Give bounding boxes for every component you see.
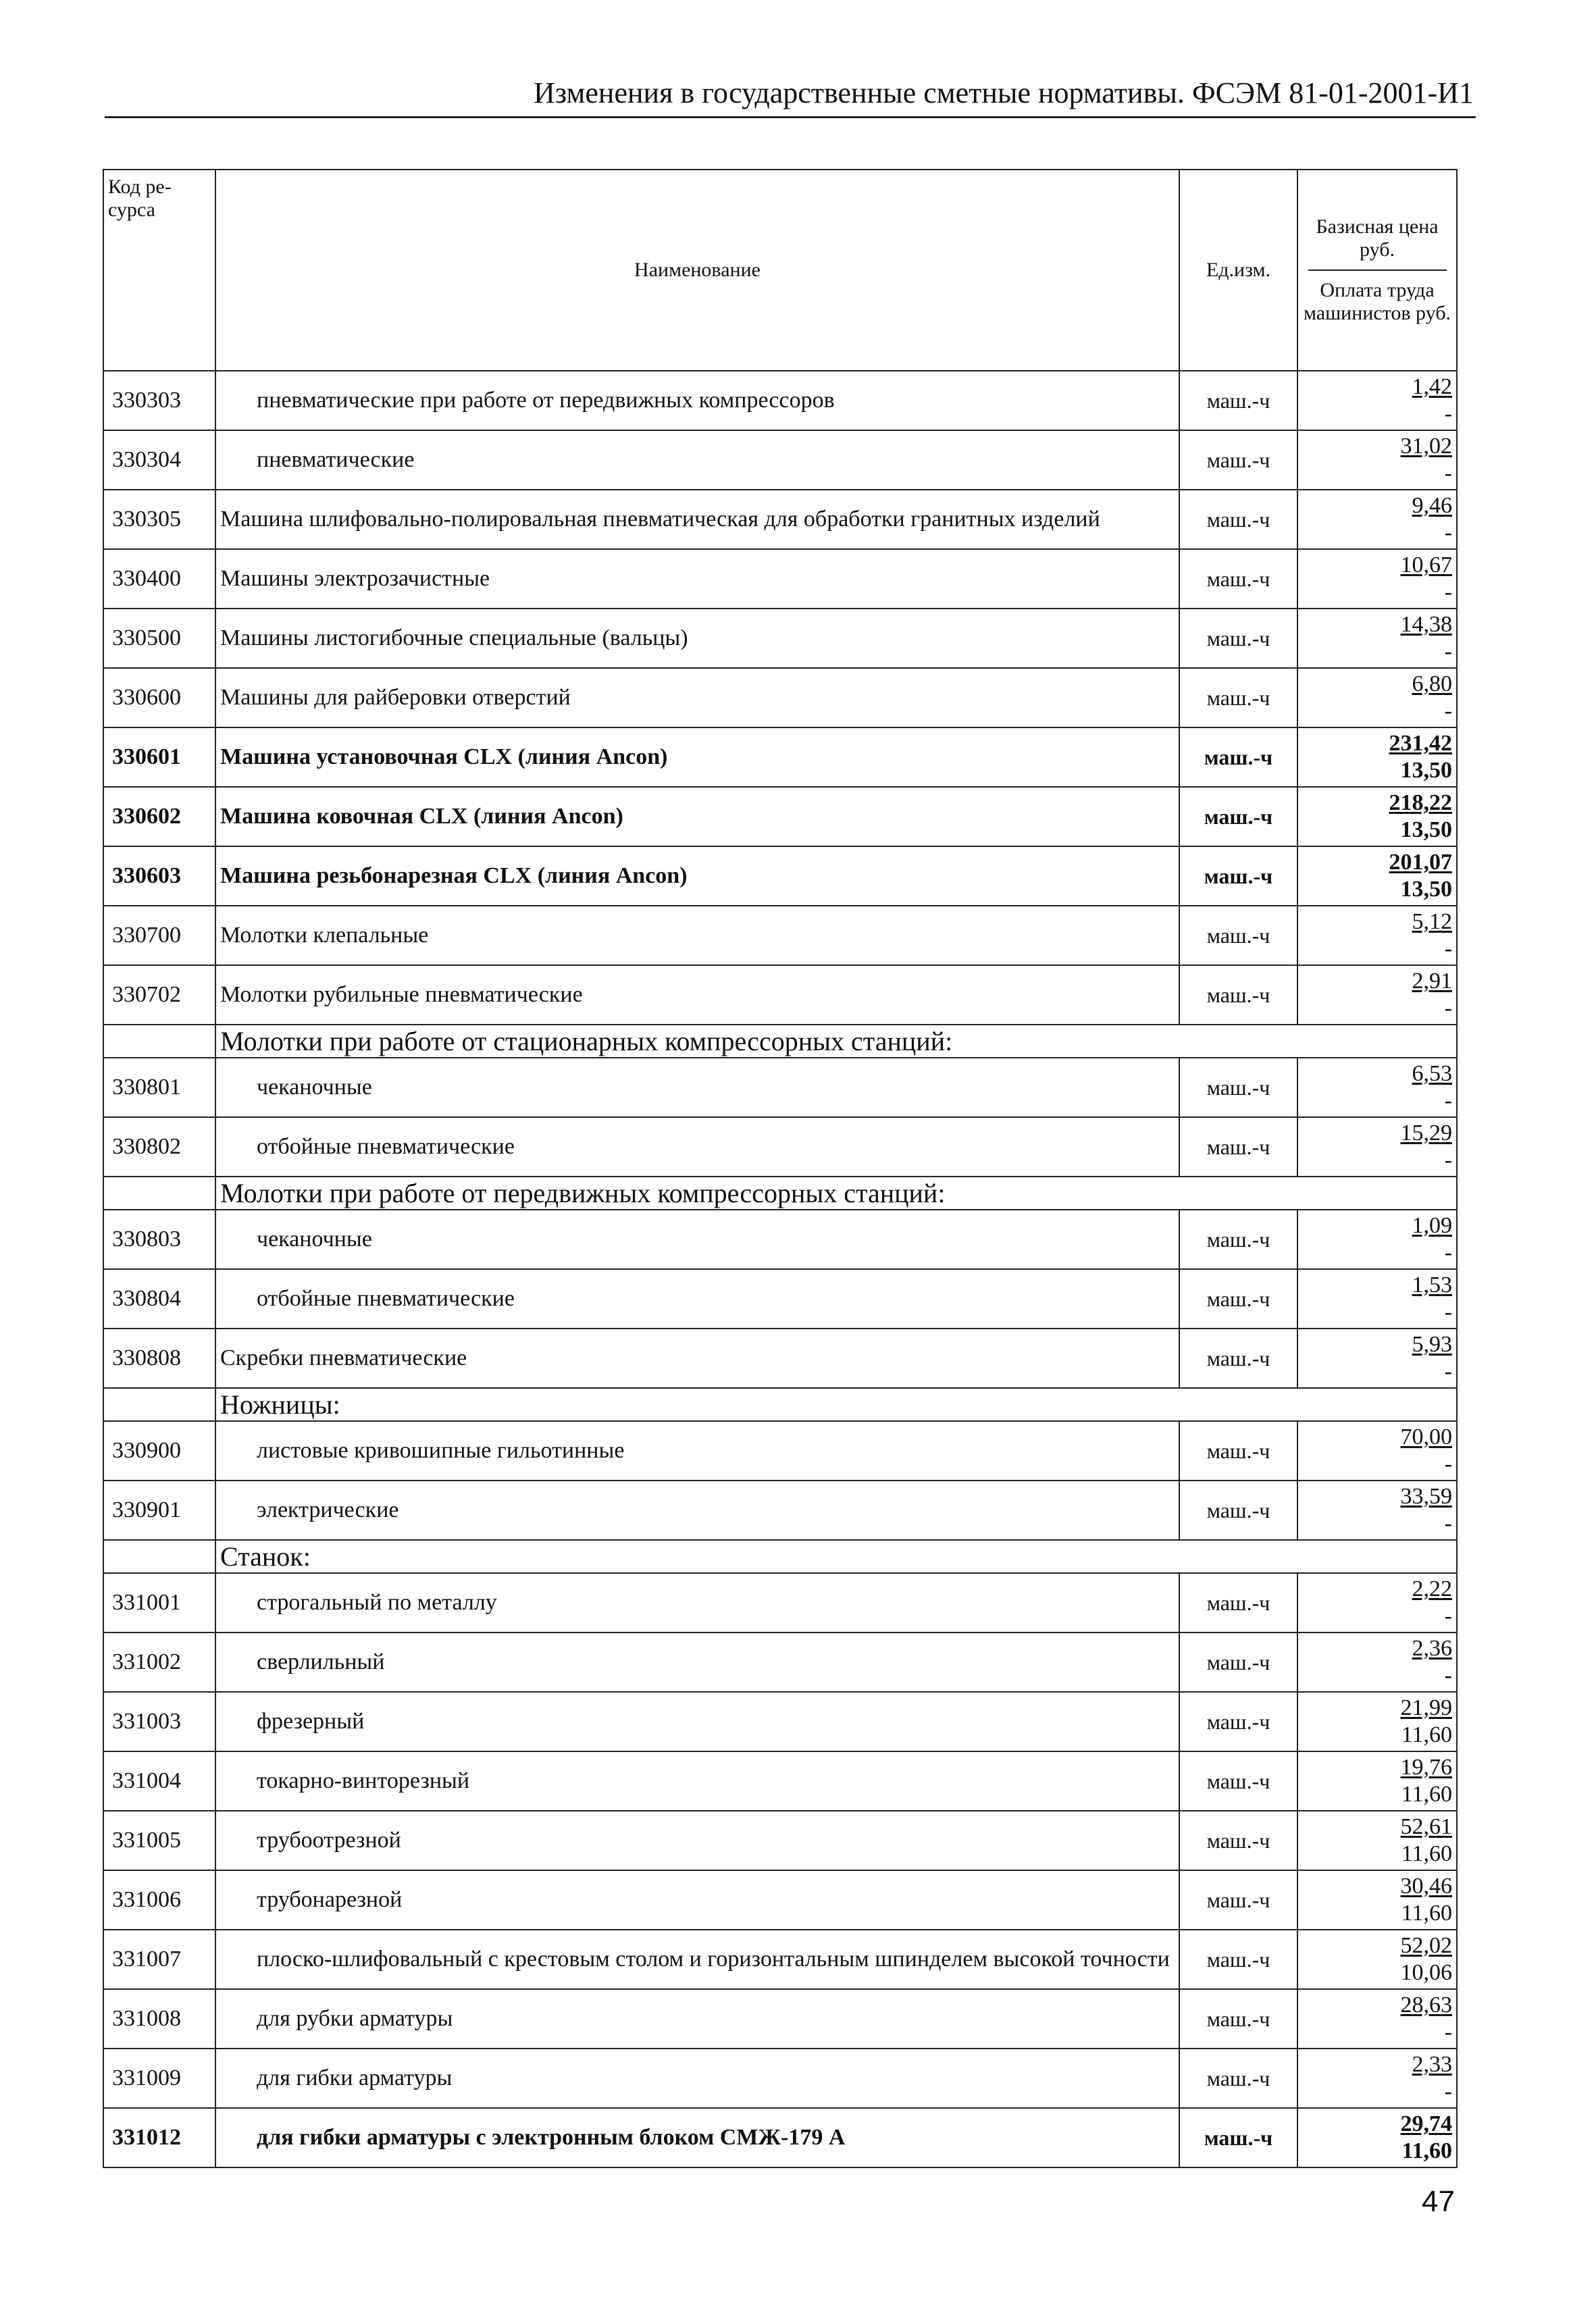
resource-code: 331006 xyxy=(103,1870,215,1930)
operator-wage: - xyxy=(1444,996,1452,1021)
resource-code: 330603 xyxy=(103,846,215,906)
base-price: 52,02 xyxy=(1400,1933,1452,1958)
price-cell xyxy=(1297,668,1457,727)
base-price: 218,22 xyxy=(1389,790,1452,815)
base-price: 28,63 xyxy=(1400,1992,1452,2017)
resource-code: 330702 xyxy=(103,965,215,1025)
section-code-cell xyxy=(103,1540,215,1573)
base-price: 5,93 xyxy=(1412,1332,1452,1357)
price-cell xyxy=(1297,1811,1457,1870)
base-price: 2,91 xyxy=(1412,969,1452,994)
resource-unit: маш.-ч xyxy=(1179,965,1297,1025)
price-cell xyxy=(1297,1210,1457,1269)
resource-code: 330602 xyxy=(103,787,215,846)
resource-code: 330304 xyxy=(103,430,215,490)
base-price: 29,74 xyxy=(1400,2111,1452,2136)
resource-name: трубоотрезной xyxy=(215,1811,1179,1870)
table-row xyxy=(103,549,1457,609)
table-row xyxy=(103,1930,1457,1989)
resource-code: 330700 xyxy=(103,906,215,965)
header-divider xyxy=(105,116,1476,118)
resource-name: пневматические при работе от передвижных компрессоров xyxy=(215,371,1179,430)
price-cell xyxy=(1297,1989,1457,2049)
price-cell xyxy=(1297,2108,1457,2167)
resource-name: чеканочные xyxy=(215,1058,1179,1117)
table-row xyxy=(103,1481,1457,1540)
resource-unit: маш.-ч xyxy=(1179,1751,1297,1811)
table-row xyxy=(103,1421,1457,1481)
table-row xyxy=(103,727,1457,787)
resource-name: плоско-шлифовальный с крестовым столом и горизонтальным шпинделем высокой точности xyxy=(215,1930,1179,1989)
table-row xyxy=(103,1329,1457,1388)
operator-wage: - xyxy=(1444,698,1452,723)
resource-name: чеканочные xyxy=(215,1210,1179,1269)
base-price: 1,42 xyxy=(1412,374,1452,399)
price-cell xyxy=(1297,1421,1457,1481)
resource-name: для гибки арматуры с электронным блоком СМЖ-179 А xyxy=(215,2108,1179,2167)
resource-code: 330801 xyxy=(103,1058,215,1117)
table-row xyxy=(103,1751,1457,1811)
price-cell xyxy=(1297,1632,1457,1692)
base-price: 2,33 xyxy=(1412,2052,1452,2077)
table-row xyxy=(103,2049,1457,2108)
price-cell xyxy=(1297,1870,1457,1930)
resource-unit: маш.-ч xyxy=(1179,609,1297,668)
table-row xyxy=(103,1811,1457,1870)
operator-wage: 13,50 xyxy=(1400,817,1452,842)
table-row xyxy=(103,371,1457,430)
resource-unit: маш.-ч xyxy=(1179,668,1297,727)
base-price: 201,07 xyxy=(1389,850,1452,875)
price-cell xyxy=(1297,846,1457,906)
price-cell xyxy=(1297,2049,1457,2108)
resource-name: токарно-винторезный xyxy=(215,1751,1179,1811)
operator-wage: - xyxy=(1444,1663,1452,1688)
resource-unit: маш.-ч xyxy=(1179,1692,1297,1751)
table-row xyxy=(103,787,1457,846)
resource-name: отбойные пневматические xyxy=(215,1269,1179,1329)
base-price: 6,80 xyxy=(1412,671,1452,696)
table-row xyxy=(103,846,1457,906)
resource-name: электрические xyxy=(215,1481,1179,1540)
table-header-row xyxy=(103,170,1457,371)
operator-wage: 11,60 xyxy=(1401,1782,1452,1807)
price-cell xyxy=(1297,371,1457,430)
operator-wage: - xyxy=(1444,1603,1452,1628)
base-price: 9,46 xyxy=(1412,493,1452,518)
operator-wage: - xyxy=(1444,1240,1452,1265)
resource-code: 331012 xyxy=(103,2108,215,2167)
resource-code: 331001 xyxy=(103,1573,215,1632)
resource-unit: маш.-ч xyxy=(1179,2108,1297,2167)
operator-wage: - xyxy=(1444,1511,1452,1536)
operator-wage: 11,60 xyxy=(1401,2138,1452,2163)
price-cell xyxy=(1297,906,1457,965)
column-header-price xyxy=(1297,170,1457,371)
resource-name: Молотки клепальные xyxy=(215,906,1179,965)
operator-wage: - xyxy=(1444,2020,1452,2045)
operator-wage: 10,06 xyxy=(1400,1960,1452,1985)
price-cell xyxy=(1297,1692,1457,1751)
resource-unit: маш.-ч xyxy=(1179,1573,1297,1632)
section-header-row xyxy=(103,1388,1457,1421)
resource-name: Машины для райберовки отверстий xyxy=(215,668,1179,727)
table-row xyxy=(103,1870,1457,1930)
price-cell xyxy=(1297,1930,1457,1989)
resource-unit: маш.-ч xyxy=(1179,727,1297,787)
resource-unit: маш.-ч xyxy=(1179,371,1297,430)
base-price: 2,36 xyxy=(1412,1636,1452,1661)
section-header-row xyxy=(103,1177,1457,1210)
resource-name: Машина шлифовально-полировальная пневматическая для обработки гранитных изделий xyxy=(215,490,1179,549)
resource-unit: маш.-ч xyxy=(1179,1811,1297,1870)
resource-code: 331004 xyxy=(103,1751,215,1811)
table-body xyxy=(103,371,1457,2167)
section-code-cell xyxy=(103,1177,215,1210)
operator-wage: - xyxy=(1444,639,1452,664)
resource-name: трубонарезной xyxy=(215,1870,1179,1930)
price-cell xyxy=(1297,1058,1457,1117)
base-price: 52,61 xyxy=(1400,1814,1452,1839)
table-row xyxy=(103,1573,1457,1632)
resource-code: 331005 xyxy=(103,1811,215,1870)
operator-wage: 13,50 xyxy=(1400,877,1452,902)
operator-wage: - xyxy=(1444,1359,1452,1384)
base-price: 5,12 xyxy=(1412,909,1452,934)
resource-code: 330901 xyxy=(103,1481,215,1540)
operator-wage: 13,50 xyxy=(1400,758,1452,783)
price-cell xyxy=(1297,1751,1457,1811)
resource-code: 331009 xyxy=(103,2049,215,2108)
price-cell xyxy=(1297,1573,1457,1632)
base-price: 1,09 xyxy=(1412,1213,1452,1238)
resource-name: Скребки пневматические xyxy=(215,1329,1179,1388)
resource-unit: маш.-ч xyxy=(1179,1117,1297,1177)
resource-code: 330400 xyxy=(103,549,215,609)
resource-unit: маш.-ч xyxy=(1179,1870,1297,1930)
section-title: Молотки при работе от стационарных компрессорных станций: xyxy=(215,1025,1457,1058)
operator-wage: - xyxy=(1444,936,1452,961)
section-code-cell xyxy=(103,1025,215,1058)
section-title: Ножницы: xyxy=(215,1388,1457,1421)
resource-name: Машины электрозачистные xyxy=(215,549,1179,609)
resource-code: 331003 xyxy=(103,1692,215,1751)
resource-unit: маш.-ч xyxy=(1179,430,1297,490)
resource-unit: маш.-ч xyxy=(1179,1329,1297,1388)
table-row xyxy=(103,430,1457,490)
price-cell xyxy=(1297,727,1457,787)
column-header-price-top: Базисная цена руб. xyxy=(1316,215,1439,261)
price-cell xyxy=(1297,965,1457,1025)
resource-unit: маш.-ч xyxy=(1179,2049,1297,2108)
resource-code: 330303 xyxy=(103,371,215,430)
operator-wage: - xyxy=(1444,1451,1452,1476)
operator-wage: - xyxy=(1444,2079,1452,2104)
price-cell xyxy=(1297,430,1457,490)
base-price: 1,53 xyxy=(1412,1272,1452,1297)
resource-name: Молотки рубильные пневматические xyxy=(215,965,1179,1025)
base-price: 14,38 xyxy=(1400,612,1452,637)
table-row xyxy=(103,490,1457,549)
resource-code: 330600 xyxy=(103,668,215,727)
base-price: 231,42 xyxy=(1389,731,1452,756)
price-cell xyxy=(1297,787,1457,846)
resource-unit: маш.-ч xyxy=(1179,906,1297,965)
resource-name: Машина установочная CLX (линия Ancon) xyxy=(215,727,1179,787)
operator-wage: 11,60 xyxy=(1401,1841,1452,1866)
resource-table xyxy=(103,169,1458,2168)
column-header-price-bottom: Оплата труда машинистов руб. xyxy=(1303,279,1451,324)
resource-unit: маш.-ч xyxy=(1179,1989,1297,2049)
base-price: 6,53 xyxy=(1412,1061,1452,1086)
resource-unit: маш.-ч xyxy=(1179,549,1297,609)
resource-unit: маш.-ч xyxy=(1179,1058,1297,1117)
table-row xyxy=(103,2108,1457,2167)
operator-wage: - xyxy=(1444,520,1452,545)
table-row xyxy=(103,668,1457,727)
resource-code: 330803 xyxy=(103,1210,215,1269)
base-price: 30,46 xyxy=(1400,1874,1452,1899)
resource-name: пневматические xyxy=(215,430,1179,490)
base-price: 2,22 xyxy=(1412,1576,1452,1601)
resource-code: 330804 xyxy=(103,1269,215,1329)
resource-unit: маш.-ч xyxy=(1179,490,1297,549)
section-code-cell xyxy=(103,1388,215,1421)
table-row xyxy=(103,1117,1457,1177)
table-row xyxy=(103,1632,1457,1692)
resource-name: Машины листогибочные специальные (вальцы) xyxy=(215,609,1179,668)
resource-code: 330900 xyxy=(103,1421,215,1481)
table-row xyxy=(103,609,1457,668)
table-row xyxy=(103,965,1457,1025)
base-price: 21,99 xyxy=(1400,1695,1452,1720)
operator-wage: - xyxy=(1444,401,1452,426)
resource-code: 330802 xyxy=(103,1117,215,1177)
resource-code: 331008 xyxy=(103,1989,215,2049)
operator-wage: - xyxy=(1444,1148,1452,1173)
section-title: Станок: xyxy=(215,1540,1457,1573)
resource-name: Машина резьбонарезная CLX (линия Ancon) xyxy=(215,846,1179,906)
base-price: 10,67 xyxy=(1400,552,1452,577)
operator-wage: - xyxy=(1444,1300,1452,1325)
price-cell xyxy=(1297,609,1457,668)
resource-name: для рубки арматуры xyxy=(215,1989,1179,2049)
resource-code: 331007 xyxy=(103,1930,215,1989)
price-header-divider xyxy=(1308,269,1447,271)
operator-wage: - xyxy=(1444,580,1452,605)
resource-unit: маш.-ч xyxy=(1179,1632,1297,1692)
page-number: 47 xyxy=(1422,2185,1455,2218)
operator-wage: 11,60 xyxy=(1401,1722,1452,1747)
column-header-unit: Ед.изм. xyxy=(1179,170,1297,371)
base-price: 31,02 xyxy=(1400,434,1452,459)
resource-unit: маш.-ч xyxy=(1179,846,1297,906)
column-header-code: Код ре-сурса xyxy=(103,170,215,371)
price-cell xyxy=(1297,490,1457,549)
resource-unit: маш.-ч xyxy=(1179,1481,1297,1540)
section-header-row xyxy=(103,1025,1457,1058)
resource-name: фрезерный xyxy=(215,1692,1179,1751)
table-row xyxy=(103,906,1457,965)
column-header-name: Наименование xyxy=(215,170,1179,371)
section-title: Молотки при работе от передвижных компрессорных станций: xyxy=(215,1177,1457,1210)
price-cell xyxy=(1297,1117,1457,1177)
resource-name: строгальный по металлу xyxy=(215,1573,1179,1632)
resource-name: листовые кривошипные гильотинные xyxy=(215,1421,1179,1481)
resource-name: сверлильный xyxy=(215,1632,1179,1692)
price-cell xyxy=(1297,1329,1457,1388)
resource-unit: маш.-ч xyxy=(1179,1930,1297,1989)
resource-code: 331002 xyxy=(103,1632,215,1692)
base-price: 70,00 xyxy=(1400,1424,1452,1449)
resource-unit: маш.-ч xyxy=(1179,787,1297,846)
resource-code: 330808 xyxy=(103,1329,215,1388)
price-cell xyxy=(1297,549,1457,609)
table-row xyxy=(103,1058,1457,1117)
price-cell xyxy=(1297,1481,1457,1540)
resource-unit: маш.-ч xyxy=(1179,1210,1297,1269)
resource-code: 330500 xyxy=(103,609,215,668)
resource-name: для гибки арматуры xyxy=(215,2049,1179,2108)
operator-wage: - xyxy=(1444,461,1452,486)
section-header-row xyxy=(103,1540,1457,1573)
resource-name: Машина ковочная CLX (линия Ancon) xyxy=(215,787,1179,846)
resource-code: 330305 xyxy=(103,490,215,549)
resource-code: 330601 xyxy=(103,727,215,787)
table-row xyxy=(103,1989,1457,2049)
resource-unit: маш.-ч xyxy=(1179,1421,1297,1481)
table-row xyxy=(103,1692,1457,1751)
price-cell xyxy=(1297,1269,1457,1329)
operator-wage: 11,60 xyxy=(1401,1901,1452,1926)
resource-name: отбойные пневматические xyxy=(215,1117,1179,1177)
base-price: 19,76 xyxy=(1400,1755,1452,1780)
base-price: 15,29 xyxy=(1400,1121,1452,1146)
operator-wage: - xyxy=(1444,1088,1452,1113)
base-price: 33,59 xyxy=(1400,1484,1452,1509)
resource-unit: маш.-ч xyxy=(1179,1269,1297,1329)
table-row xyxy=(103,1269,1457,1329)
table-row xyxy=(103,1210,1457,1269)
page-header-title: Изменения в государственные сметные нормативы. ФСЭМ 81-01-2001-И1 xyxy=(534,76,1474,109)
